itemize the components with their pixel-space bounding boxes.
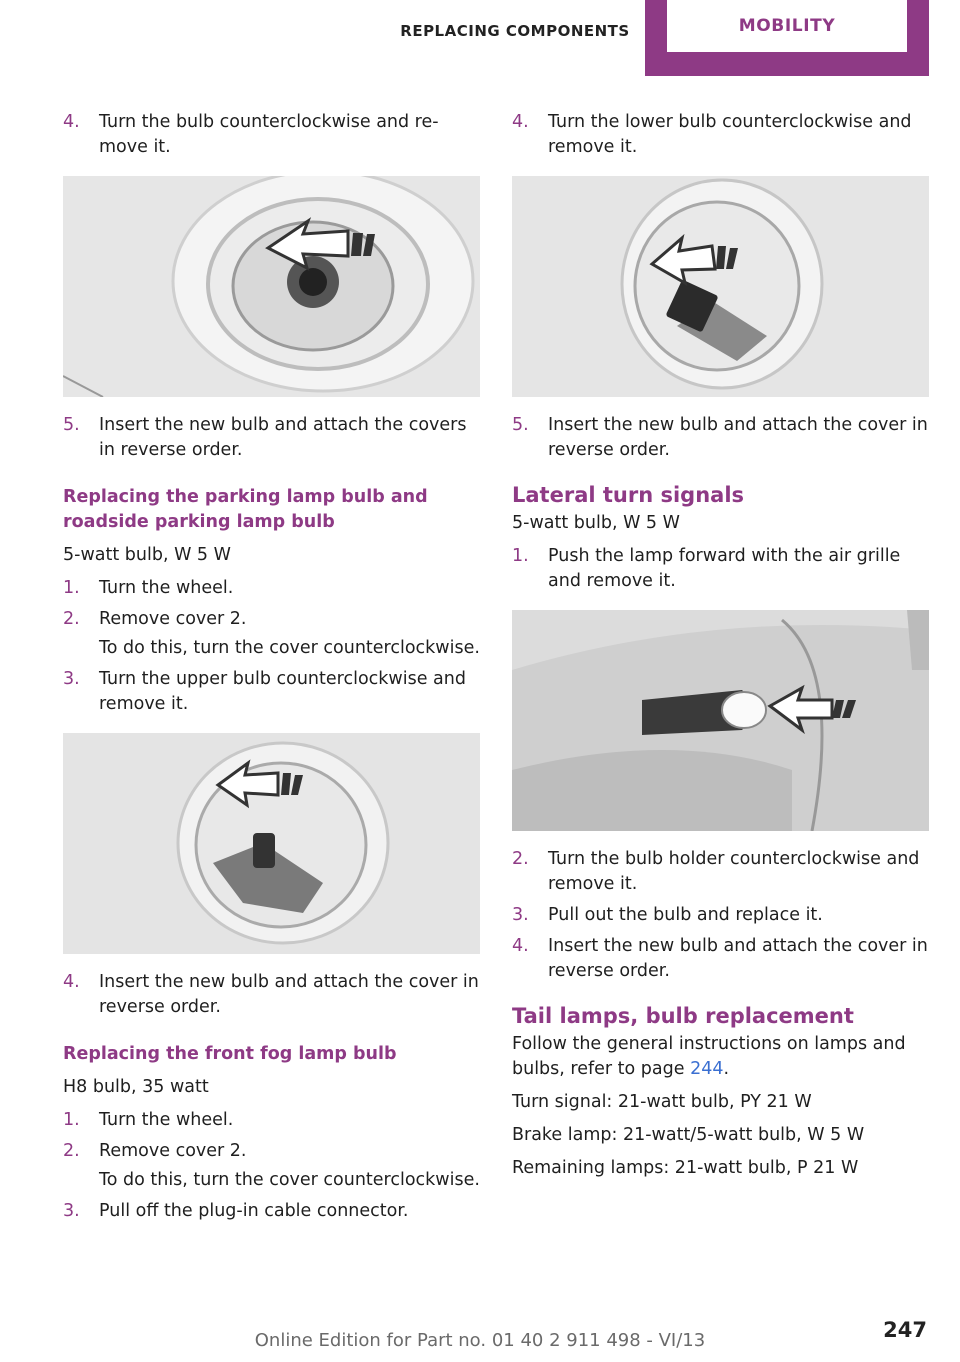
step-item [63,607,483,632]
parking-lamp-spec: 5-watt bulb, W 5 W [63,545,231,565]
step-item [63,970,483,1020]
step-number: 3. [63,1201,80,1221]
step-text: Turn the lower bulb counterclockwise and remove it. [548,112,912,157]
tail-intro [512,1032,932,1082]
lower-bulb-illustration [512,176,929,397]
step-text: Turn the bulb counterclockwise and re‐move it. [99,112,439,157]
tail-spec: Turn signal: 21-watt bulb, PY 21 W [512,1092,812,1112]
headlamp-bulb-illustration [63,176,480,397]
step-item [512,110,932,160]
chapter-tab [645,0,929,76]
step-number: 1. [512,546,529,566]
step-number: 4. [512,112,529,132]
step-number: 4. [63,972,80,992]
tail-spec: Remaining lamps: 21-watt bulb, P 21 W [512,1158,859,1178]
left-column [63,110,483,1230]
chapter-tab-label: MOBILITY [667,0,907,52]
step-item [63,110,483,160]
step-number: 5. [512,415,529,435]
step-item [63,413,483,463]
step-number: 3. [512,905,529,925]
step-text: Insert the new bulb and attach the cover in reverse order. [548,415,928,460]
step-item [512,544,932,594]
step-subtext: To do this, turn the cover counterclockwise. [99,1170,480,1190]
step-number: 1. [63,1110,80,1130]
step-item [63,576,483,601]
step-number: 5. [63,415,80,435]
step-number: 3. [63,669,80,689]
fog-lamp-heading: Replacing the front fog lamp bulb [63,1044,397,1064]
step-text: Turn the upper bulb counterclockwise and remove it. [99,669,466,714]
parking-lamp-heading: Replacing the parking lamp bulb and roadside parking lamp bulb [63,487,428,532]
step-text: Pull out the bulb and replace it. [548,905,823,925]
step-text: Turn the wheel. [99,1110,234,1130]
step-text: Insert the new bulb and attach the cover in reverse order. [99,972,479,1017]
lateral-turn-signals-heading: Lateral turn signals [512,483,745,507]
step-item [63,1199,483,1224]
tail-intro-end: . [723,1059,730,1079]
side-marker-illustration [512,610,929,831]
step-number: 2. [512,849,529,869]
fog-lamp-spec: H8 bulb, 35 watt [63,1077,209,1097]
page-number: 247 [883,1318,927,1342]
page-footer [0,1318,960,1358]
step-text: Remove cover 2. [99,609,247,629]
tail-lamps-heading: Tail lamps, bulb replacement [512,1004,854,1028]
edition-note: Online Edition for Part no. 01 40 2 911 498 - VI/13 [254,1330,706,1351]
step-text: Insert the new bulb and attach the covers in reverse order. [99,415,467,460]
step-text: Remove cover 2. [99,1141,247,1161]
tail-spec: Brake lamp: 21-watt/5-watt bulb, W 5 W [512,1125,865,1145]
step-text: Insert the new bulb and attach the cover in reverse order. [548,936,928,981]
step-number: 4. [512,936,529,956]
step-text: Pull off the plug-in cable connector. [99,1201,409,1221]
step-item [512,413,932,463]
step-item [512,903,932,928]
right-column [512,110,932,1189]
step-item [512,847,932,897]
lateral-spec: 5-watt bulb, W 5 W [512,513,680,533]
step-number: 4. [63,112,80,132]
step-text: Turn the bulb holder counterclockwise and remove it. [548,849,920,894]
step-text: Turn the wheel. [99,578,234,598]
step-item [63,1108,483,1133]
step-item [63,667,483,717]
step-number: 1. [63,578,80,598]
step-item [63,1139,483,1164]
step-subtext: To do this, turn the cover counterclockwise. [99,638,480,658]
step-number: 2. [63,1141,80,1161]
step-text: Push the lamp forward with the air grille and remove it. [548,546,901,591]
section-title: REPLACING COMPONENTS [400,22,630,40]
step-item [512,934,932,984]
parking-bulb-illustration [63,733,480,954]
tail-intro-text: Follow the general instructions on lamps and bulbs, refer to page [512,1034,906,1079]
page-reference-link[interactable]: 244 [690,1059,724,1079]
step-number: 2. [63,609,80,629]
